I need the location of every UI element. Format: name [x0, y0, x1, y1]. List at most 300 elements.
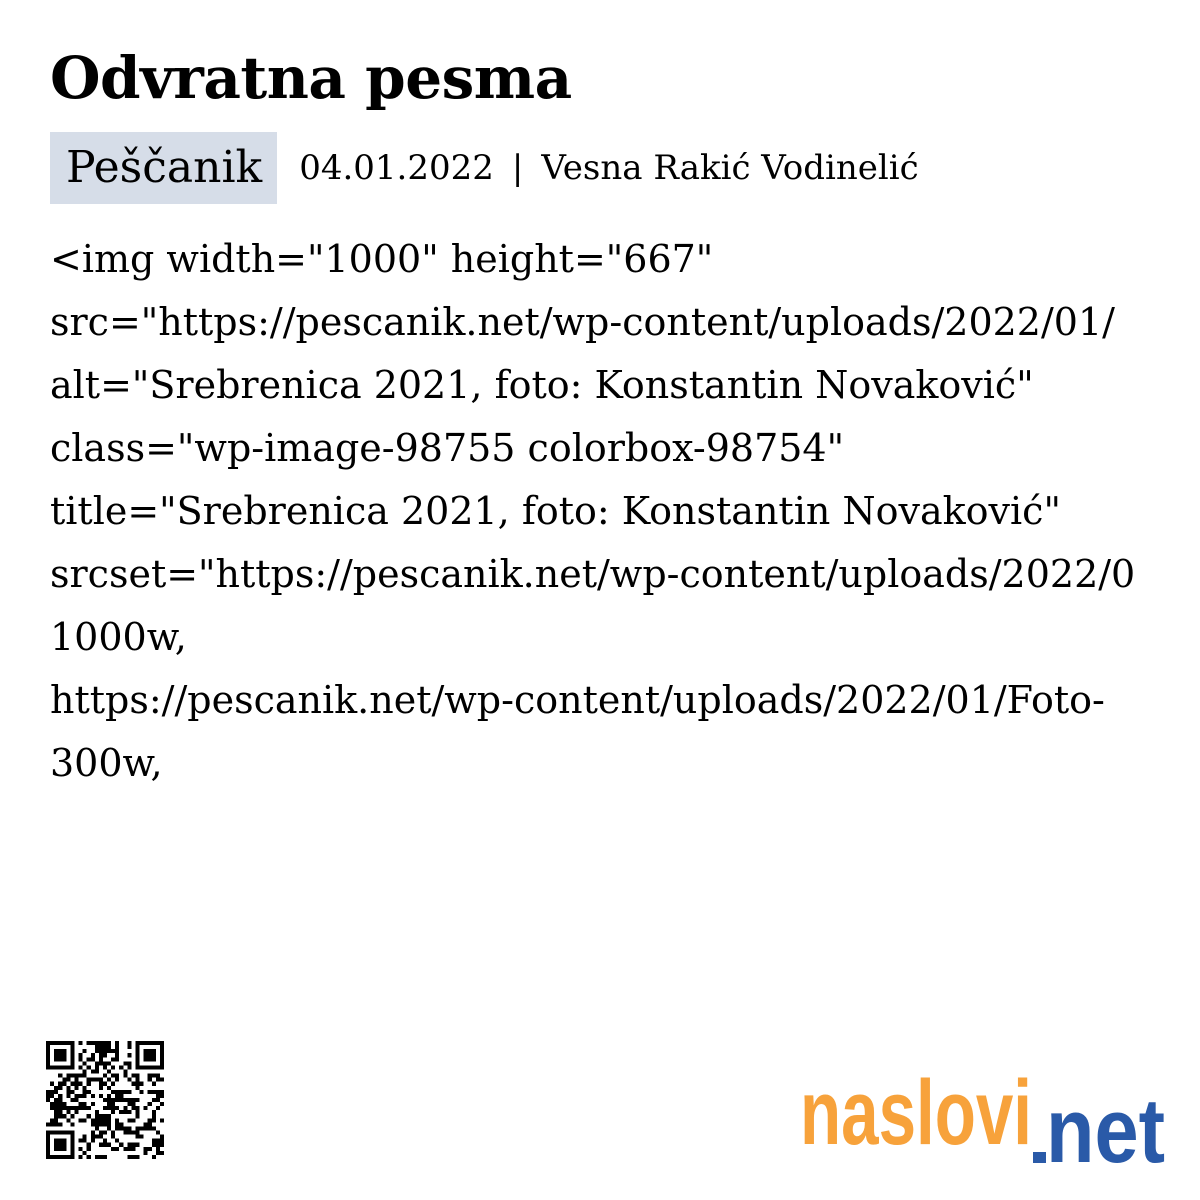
qr-module — [136, 1135, 140, 1139]
qr-module — [83, 1102, 87, 1106]
qr-module — [107, 1094, 111, 1098]
qr-module — [79, 1106, 83, 1110]
qr-module — [148, 1090, 152, 1094]
qr-module — [99, 1143, 103, 1147]
qr-module — [140, 1065, 144, 1069]
qr-module — [99, 1041, 103, 1045]
qr-module — [79, 1155, 83, 1159]
qr-module — [95, 1110, 99, 1114]
qr-module — [131, 1098, 135, 1102]
qr-module — [148, 1074, 152, 1078]
qr-module — [91, 1131, 95, 1135]
qr-module — [58, 1147, 62, 1151]
qr-module — [70, 1045, 74, 1049]
qr-module — [152, 1110, 156, 1114]
qr-module — [58, 1114, 62, 1118]
qr-module — [156, 1131, 160, 1135]
qr-module — [115, 1057, 119, 1061]
qr-module — [160, 1102, 164, 1106]
qr-module — [156, 1098, 160, 1102]
qr-module — [160, 1139, 164, 1143]
qr-module — [62, 1049, 66, 1053]
qr-module — [136, 1106, 140, 1110]
qr-module — [95, 1045, 99, 1049]
qr-module — [50, 1102, 54, 1106]
body-line: title="Srebrenica 2021, foto: Konstantin Novaković" — [50, 489, 1061, 533]
qr-module — [136, 1110, 140, 1114]
qr-module — [123, 1131, 127, 1135]
qr-module — [144, 1053, 148, 1057]
qr-module — [152, 1114, 156, 1118]
qr-module — [79, 1053, 83, 1057]
qr-module — [127, 1045, 131, 1049]
qr-module — [152, 1041, 156, 1045]
qr-module — [127, 1143, 131, 1147]
qr-module — [54, 1110, 58, 1114]
qr-module — [127, 1155, 131, 1159]
qr-module — [46, 1065, 50, 1069]
logo-text-naslovi: naslovi — [800, 1062, 1032, 1164]
qr-module — [62, 1053, 66, 1057]
qr-module — [111, 1074, 115, 1078]
qr-module — [103, 1065, 107, 1069]
qr-module — [156, 1147, 160, 1151]
qr-module — [160, 1057, 164, 1061]
page-title: Odvratna pesma — [50, 44, 572, 112]
qr-module — [46, 1049, 50, 1053]
qr-module — [156, 1151, 160, 1155]
qr-module — [111, 1106, 115, 1110]
qr-module — [95, 1118, 99, 1122]
qr-module — [54, 1114, 58, 1118]
qr-module — [119, 1065, 123, 1069]
qr-module — [58, 1049, 62, 1053]
qr-module — [111, 1110, 115, 1114]
qr-module — [127, 1078, 131, 1082]
qr-module — [46, 1131, 50, 1135]
qr-module — [160, 1135, 164, 1139]
qr-module — [62, 1065, 66, 1069]
qr-module — [144, 1041, 148, 1045]
qr-module — [107, 1061, 111, 1065]
qr-module — [99, 1118, 103, 1122]
qr-module — [74, 1098, 78, 1102]
qr-module — [79, 1082, 83, 1086]
qr-module — [83, 1135, 87, 1139]
qr-module — [91, 1053, 95, 1057]
qr-module — [91, 1078, 95, 1082]
qr-module — [58, 1155, 62, 1159]
qr-module — [119, 1126, 123, 1130]
qr-module — [62, 1078, 66, 1082]
qr-module — [46, 1139, 50, 1143]
qr-module — [107, 1114, 111, 1118]
qr-module — [87, 1078, 91, 1082]
qr-module — [115, 1126, 119, 1130]
qr-module — [54, 1139, 58, 1143]
qr-module — [74, 1082, 78, 1086]
qr-module — [70, 1065, 74, 1069]
qr-module — [95, 1126, 99, 1130]
qr-module — [54, 1090, 58, 1094]
qr-module — [160, 1143, 164, 1147]
qr-module — [62, 1155, 66, 1159]
qr-module — [74, 1110, 78, 1114]
qr-module — [66, 1078, 70, 1082]
qr-module — [156, 1074, 160, 1078]
qr-module — [66, 1065, 70, 1069]
qr-module — [103, 1049, 107, 1053]
qr-module — [70, 1057, 74, 1061]
qr-module — [136, 1078, 140, 1082]
qr-module — [62, 1139, 66, 1143]
qr-module — [79, 1074, 83, 1078]
qr-module — [74, 1078, 78, 1082]
qr-module — [115, 1041, 119, 1045]
qr-module — [107, 1069, 111, 1073]
qr-module — [136, 1126, 140, 1130]
qr-module — [87, 1057, 91, 1061]
qr-module — [62, 1041, 66, 1045]
qr-module — [152, 1082, 156, 1086]
qr-module — [70, 1090, 74, 1094]
qr-module — [107, 1126, 111, 1130]
qr-module — [70, 1061, 74, 1065]
qr-module — [107, 1102, 111, 1106]
qr-module — [136, 1114, 140, 1118]
qr-module — [87, 1106, 91, 1110]
qr-module — [62, 1131, 66, 1135]
qr-module — [58, 1098, 62, 1102]
qr-module — [103, 1155, 107, 1159]
qr-module — [83, 1151, 87, 1155]
qr-module — [91, 1102, 95, 1106]
qr-module — [148, 1102, 152, 1106]
qr-module — [152, 1074, 156, 1078]
qr-module — [103, 1053, 107, 1057]
qr-module — [148, 1057, 152, 1061]
qr-module — [107, 1045, 111, 1049]
qr-module — [87, 1147, 91, 1151]
qr-module — [50, 1122, 54, 1126]
qr-code-icon[interactable] — [46, 1038, 164, 1162]
qr-module — [111, 1057, 115, 1061]
qr-module — [136, 1143, 140, 1147]
qr-module — [66, 1131, 70, 1135]
qr-module — [156, 1106, 160, 1110]
qr-module — [50, 1155, 54, 1159]
qr-module — [83, 1074, 87, 1078]
qr-module — [99, 1122, 103, 1126]
body-line: alt="Srebrenica 2021, foto: Konstantin Novaković" — [50, 363, 1034, 407]
qr-module — [66, 1086, 70, 1090]
qr-module — [103, 1131, 107, 1135]
qr-module — [119, 1143, 123, 1147]
qr-module — [87, 1082, 91, 1086]
qr-module — [123, 1098, 127, 1102]
qr-module — [148, 1049, 152, 1053]
qr-module — [70, 1082, 74, 1086]
qr-module — [127, 1147, 131, 1151]
qr-module — [111, 1098, 115, 1102]
qr-module — [144, 1147, 148, 1151]
qr-module — [74, 1094, 78, 1098]
qr-module — [58, 1143, 62, 1147]
qr-module — [46, 1094, 50, 1098]
qr-module — [99, 1131, 103, 1135]
qr-module — [99, 1114, 103, 1118]
qr-module — [160, 1061, 164, 1065]
qr-module — [111, 1090, 115, 1094]
qr-module — [119, 1094, 123, 1098]
qr-module — [83, 1069, 87, 1073]
qr-module — [46, 1135, 50, 1139]
logo-text-net: net — [1046, 1080, 1165, 1167]
qr-module — [152, 1053, 156, 1057]
qr-module — [54, 1053, 58, 1057]
qr-module — [58, 1074, 62, 1078]
qr-module — [46, 1147, 50, 1151]
qr-module — [103, 1106, 107, 1110]
qr-module — [54, 1098, 58, 1102]
qr-module — [70, 1053, 74, 1057]
qr-module — [46, 1053, 50, 1057]
qr-module — [66, 1106, 70, 1110]
qr-module — [103, 1139, 107, 1143]
logo-dot — [1033, 1152, 1046, 1163]
qr-module — [95, 1135, 99, 1139]
qr-module — [160, 1041, 164, 1045]
article-body — [50, 228, 1200, 795]
qr-module — [107, 1118, 111, 1122]
qr-module — [140, 1082, 144, 1086]
qr-module — [46, 1090, 50, 1094]
qr-module — [54, 1122, 58, 1126]
qr-module — [148, 1078, 152, 1082]
qr-module — [152, 1126, 156, 1130]
qr-module — [136, 1049, 140, 1053]
qr-module — [115, 1147, 119, 1151]
qr-module — [152, 1118, 156, 1122]
qr-module — [95, 1078, 99, 1082]
qr-module — [131, 1106, 135, 1110]
qr-module — [87, 1041, 91, 1045]
qr-module — [152, 1065, 156, 1069]
qr-module — [136, 1057, 140, 1061]
qr-module — [70, 1041, 74, 1045]
qr-module — [50, 1118, 54, 1122]
qr-module — [136, 1082, 140, 1086]
qr-module — [46, 1061, 50, 1065]
qr-module — [54, 1057, 58, 1061]
qr-module — [70, 1098, 74, 1102]
qr-module — [107, 1078, 111, 1082]
qr-module — [131, 1131, 135, 1135]
qr-module — [111, 1147, 115, 1151]
qr-module — [91, 1139, 95, 1143]
qr-module — [152, 1049, 156, 1053]
qr-module — [152, 1155, 156, 1159]
qr-module — [79, 1118, 83, 1122]
source-badge[interactable]: Peščanik — [50, 132, 277, 204]
qr-module — [119, 1110, 123, 1114]
qr-module — [58, 1106, 62, 1110]
body-line: https://pescanik.net/wp-content/uploads/2022/01/Foto- — [50, 678, 1105, 722]
qr-module — [58, 1122, 62, 1126]
qr-module — [103, 1122, 107, 1126]
body-line: 300w, — [50, 741, 163, 785]
qr-module — [115, 1049, 119, 1053]
qr-module — [111, 1065, 115, 1069]
qr-module — [46, 1041, 50, 1045]
qr-module — [160, 1151, 164, 1155]
qr-module — [83, 1118, 87, 1122]
qr-module — [123, 1110, 127, 1114]
qr-module — [144, 1065, 148, 1069]
qr-module — [70, 1151, 74, 1155]
naslovi-net-logo[interactable] — [800, 1062, 1170, 1167]
qr-module — [160, 1045, 164, 1049]
qr-module — [46, 1143, 50, 1147]
qr-module — [103, 1098, 107, 1102]
qr-module — [70, 1155, 74, 1159]
qr-module — [46, 1151, 50, 1155]
qr-module — [95, 1041, 99, 1045]
qr-module — [54, 1131, 58, 1135]
qr-module — [70, 1143, 74, 1147]
qr-module — [83, 1139, 87, 1143]
qr-module — [95, 1114, 99, 1118]
qr-module — [136, 1155, 140, 1159]
qr-module — [144, 1122, 148, 1126]
qr-module — [54, 1086, 58, 1090]
qr-module — [160, 1118, 164, 1122]
qr-module — [62, 1082, 66, 1086]
qr-module — [50, 1041, 54, 1045]
qr-module — [156, 1143, 160, 1147]
qr-module — [58, 1065, 62, 1069]
qr-module — [54, 1065, 58, 1069]
qr-module — [83, 1061, 87, 1065]
qr-module — [79, 1102, 83, 1106]
qr-module — [70, 1114, 74, 1118]
qr-module — [160, 1049, 164, 1053]
qr-module — [127, 1098, 131, 1102]
qr-module — [103, 1114, 107, 1118]
qr-module — [58, 1057, 62, 1061]
qr-module — [107, 1098, 111, 1102]
qr-module — [131, 1074, 135, 1078]
qr-module — [95, 1061, 99, 1065]
qr-module — [95, 1069, 99, 1073]
qr-module — [156, 1090, 160, 1094]
qr-module — [131, 1118, 135, 1122]
body-line: class="wp-image-98755 colorbox-98754" — [50, 426, 845, 470]
qr-module — [119, 1090, 123, 1094]
qr-module — [95, 1122, 99, 1126]
qr-module — [115, 1074, 119, 1078]
qr-module — [54, 1147, 58, 1151]
qr-module — [50, 1106, 54, 1110]
qr-module — [103, 1041, 107, 1045]
qr-module — [148, 1118, 152, 1122]
qr-module — [66, 1155, 70, 1159]
qr-module — [136, 1098, 140, 1102]
qr-module — [58, 1053, 62, 1057]
qr-module — [99, 1135, 103, 1139]
qr-module — [123, 1147, 127, 1151]
qr-module — [115, 1053, 119, 1057]
qr-module — [127, 1110, 131, 1114]
qr-module — [148, 1126, 152, 1130]
qr-module — [103, 1074, 107, 1078]
qr-module — [140, 1126, 144, 1130]
qr-module — [136, 1045, 140, 1049]
qr-module — [148, 1065, 152, 1069]
qr-module — [91, 1135, 95, 1139]
qr-module — [119, 1098, 123, 1102]
qr-module — [123, 1069, 127, 1073]
qr-module — [54, 1041, 58, 1045]
qr-module — [87, 1065, 91, 1069]
qr-module — [111, 1135, 115, 1139]
qr-module — [131, 1102, 135, 1106]
qr-module — [95, 1049, 99, 1053]
qr-module — [115, 1045, 119, 1049]
qr-module — [70, 1122, 74, 1126]
author-name[interactable]: Vesna Rakić Vodinelić — [541, 148, 919, 188]
article-meta — [50, 132, 919, 204]
qr-module — [58, 1131, 62, 1135]
qr-module — [91, 1057, 95, 1061]
qr-module — [127, 1053, 131, 1057]
qr-module — [79, 1094, 83, 1098]
qr-module — [58, 1094, 62, 1098]
body-line: srcset="https://pescanik.net/wp-content/uploads/2022/0 — [50, 552, 1136, 596]
qr-module — [62, 1102, 66, 1106]
qr-module — [99, 1082, 103, 1086]
qr-module — [62, 1057, 66, 1061]
qr-module — [46, 1098, 50, 1102]
body-line: 1000w, — [50, 615, 187, 659]
qr-module — [58, 1086, 62, 1090]
body-line: src="https://pescanik.net/wp-content/uploads/2022/01/ — [50, 300, 1115, 344]
qr-module — [70, 1139, 74, 1143]
qr-module — [62, 1114, 66, 1118]
qr-module — [103, 1061, 107, 1065]
qr-module — [91, 1122, 95, 1126]
qr-module — [54, 1155, 58, 1159]
qr-module — [144, 1126, 148, 1130]
qr-module — [107, 1143, 111, 1147]
qr-module — [140, 1090, 144, 1094]
qr-module — [79, 1147, 83, 1151]
qr-module — [95, 1065, 99, 1069]
qr-module — [58, 1102, 62, 1106]
qr-module — [160, 1090, 164, 1094]
qr-module — [148, 1041, 152, 1045]
qr-module — [111, 1102, 115, 1106]
qr-module — [107, 1122, 111, 1126]
qr-module — [160, 1065, 164, 1069]
qr-module — [144, 1151, 148, 1155]
qr-module — [91, 1041, 95, 1045]
qr-module — [115, 1139, 119, 1143]
qr-module — [70, 1147, 74, 1151]
qr-module — [70, 1106, 74, 1110]
qr-module — [152, 1098, 156, 1102]
qr-module — [160, 1053, 164, 1057]
